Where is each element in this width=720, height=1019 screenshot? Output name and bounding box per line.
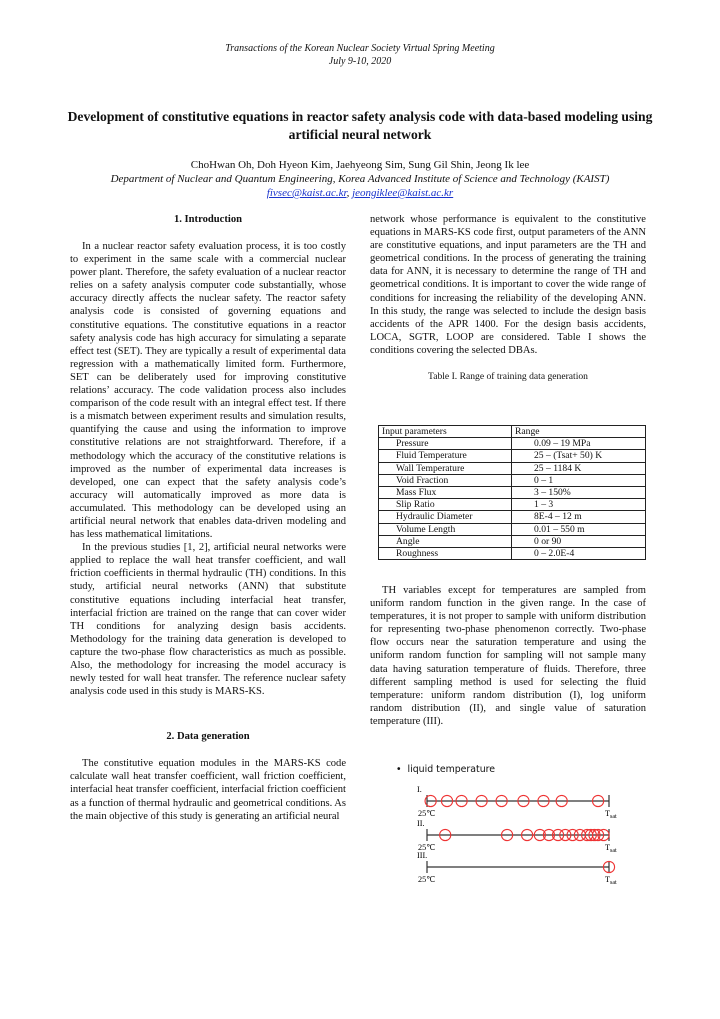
table-cell-range: 0.09 – 19 MPa: [512, 438, 646, 450]
datagen-paragraph-1-continued: network whose performance is equivalent to the constitutive equations in MARS-KS code first, output parameters of the ANN are constitutive equations, and input parameters are the TH and geometrical conditions. In the process of generating the training data for ANN, it is necessary to determine the range of TH and geometrical conditions. It is important to cover the wide range of conditions for increasing the reliability of the developing ANN. In this study, the range was selected to include the design basis accidents of the APR 1400. For the design basis accidents, LOCA, SGTR, LOOP are considered. Table I shows the conditions covering the selected DBAs.: [370, 214, 646, 356]
table-cell-parameter: Wall Temperature: [379, 462, 512, 474]
author-block: [40, 158, 680, 200]
sampling-chart: [396, 764, 626, 894]
table-cell-range: 3 – 150%: [512, 487, 646, 499]
table-cell-parameter: Volume Length: [379, 523, 512, 535]
table-cell-range: 0.01 – 550 m: [512, 523, 646, 535]
paper-title: Development of constitutive equations in reactor safety analysis code with data-based modeling using artificial neural network: [67, 109, 653, 142]
intro-paragraph-2: In the previous studies [1, 2], artificial neural networks were applied to replace the wall heat transfer coefficient, and wall friction coefficients in thermal hydraulic (TH) conditions. In this study, artificial neural networks (ANN) that substitute constitutive equations including interfacial heat transfer, interfacial friction are trained on the range that can cover wider TH conditions for analyzing design basis accidents. Methodology for the training data generation is developed to capture the two-phase flow characteristics as much as possible. Also, the methodology for increasing the model accuracy is newly tested for wall heat transfer. The reference nuclear safety analysis code used in this study is MARS-KS.: [70, 542, 346, 698]
table-cell-parameter: Slip Ratio: [379, 499, 512, 511]
email-separator: ,: [346, 187, 353, 199]
email-link-1[interactable]: fivsec@kaist.ac.kr: [266, 187, 347, 199]
section-heading-introduction: 1. Introduction: [173, 214, 243, 225]
table-caption: Table I. Range of training data generation: [428, 371, 588, 383]
table-header-row: [379, 426, 646, 438]
section-heading-data-generation: 2. Data generation: [166, 731, 250, 743]
range-table: [378, 425, 646, 560]
axis-start-label: 25℃: [418, 875, 436, 884]
intro-paragraph-1: In a nuclear reactor safety evaluation process, it is too costly to experiment in the same scale with a commercial nuclear power plant. Therefore, the safety evaluation of a nuclear reactor relies on a safety analysis computer code substantially, whose accuracy directly affects the nuclear safety. The reactor safety analysis code is consisted of governing equations and constitutive equations. The constitutive equations in a reactor safety analysis code has high accuracy for simulating a separate effect test (SET). They are typically a result of experimental data regression with a mathematically limited form. Furthermore, SET can be deliberately used for improving constitutive relations’ accuracy. The code validation process also includes comparison of the code result with an integral effect test. If there is a mismatch between experiment results and simulation results, quantifying the cause and using the information to improve constitutive relations are not straightforward. Therefore, if a methodology which the accuracy of the constitutive relations is improved as the number of experimental data increases is developed, one can expect that the safety analysis code’s accuracy will automatically improved as more data is accumulated. This methodology can be developed using an artificial neural network that enables data-driven modeling and has less mathematical limitations.: [70, 241, 346, 541]
row-label: I.: [417, 785, 422, 794]
table-row: [379, 548, 646, 560]
table-row: [379, 462, 646, 474]
table-cell-parameter: Pressure: [379, 438, 512, 450]
table-cell-parameter: Mass Flux: [379, 487, 512, 499]
datagen-paragraph-2: TH variables except for temperatures are sampled from uniform random function in the given range. In the case of temperatures, it is not proper to sample with uniform distribution for representing two-phase phenomenon correctly. Two-phase flow occurs near the saturation temperature and using the uniform random function for sampling will not sample many data having saturation temperature of fluids. Therefore, three different sampling method is used for selecting the fluid temperature: uniform random distribution (I), log uniform random distribution (II), and single value of saturation temperature (III).: [370, 585, 646, 727]
bullet-icon: •: [396, 764, 402, 775]
journal-name: Transactions of the Korean Nuclear Society Virtual Spring Meeting: [225, 43, 495, 54]
table-row: [379, 474, 646, 486]
table-row: [379, 523, 646, 535]
left-column: [70, 213, 346, 823]
temperature-sampling-figure: [396, 764, 626, 894]
author-names: ChoHwan Oh, Doh Hyeon Kim, Jaehyeong Sim, Sung Gil Shin, Jeong Ik lee: [190, 159, 530, 171]
table-cell-parameter: Fluid Temperature: [379, 450, 512, 462]
row-label: II.: [417, 819, 425, 828]
table-row: [379, 487, 646, 499]
datagen-paragraph-1: The constitutive equation modules in the MARS-KS code calculate wall heat transfer coefficient, wall friction coefficient, interfacial heat transfer coefficient, interfacial friction coefficient as a function of thermal hydraulic and geometrical conditions. As the main objective of this study is generating an artificial neural: [70, 758, 346, 822]
table-header-cell: Range: [512, 426, 646, 438]
conference-header: [0, 42, 720, 68]
table-cell-range: 0 or 90: [512, 535, 646, 547]
axis-end-label: $T_{sat}$: [605, 875, 617, 886]
author-emails: [40, 186, 680, 200]
table-cell-parameter: Hydraulic Diameter: [379, 511, 512, 523]
table-row: [379, 535, 646, 547]
author-affiliation: Department of Nuclear and Quantum Engineering, Korea Advanced Institute of Science and Technology (KAIST): [110, 173, 610, 185]
table-row: [379, 438, 646, 450]
axis-start-label: 25℃: [418, 809, 436, 818]
table-cell-parameter: Roughness: [379, 548, 512, 560]
table-cell-range: 1 – 3: [512, 499, 646, 511]
table-cell-range: 8E-4 – 12 m: [512, 511, 646, 523]
axis-end-label: $T_{sat}$: [605, 809, 617, 820]
table-cell-range: 0 – 1: [512, 474, 646, 486]
table-row: [379, 511, 646, 523]
axis-end-label: $T_{sat}$: [605, 843, 617, 854]
table-cell-parameter: Void Fraction: [379, 474, 512, 486]
table-cell-parameter: Angle: [379, 535, 512, 547]
email-link-2[interactable]: jeongiklee@kaist.ac.kr: [352, 187, 454, 199]
right-column-lower: [370, 584, 646, 728]
row-label: III.: [417, 851, 428, 860]
meeting-date: July 9-10, 2020: [328, 56, 392, 67]
table-cell-range: 25 – (Tsat+ 50) K: [512, 450, 646, 462]
figure-legend-text: liquid temperature: [407, 764, 496, 775]
table-header-cell: Input parameters: [379, 426, 512, 438]
right-column: [370, 213, 646, 383]
table-row: [379, 450, 646, 462]
table-row: [379, 499, 646, 511]
table-cell-range: 0 – 2.0E-4: [512, 548, 646, 560]
table-cell-range: 25 – 1184 K: [512, 462, 646, 474]
axis-start-label: 25℃: [418, 843, 436, 852]
